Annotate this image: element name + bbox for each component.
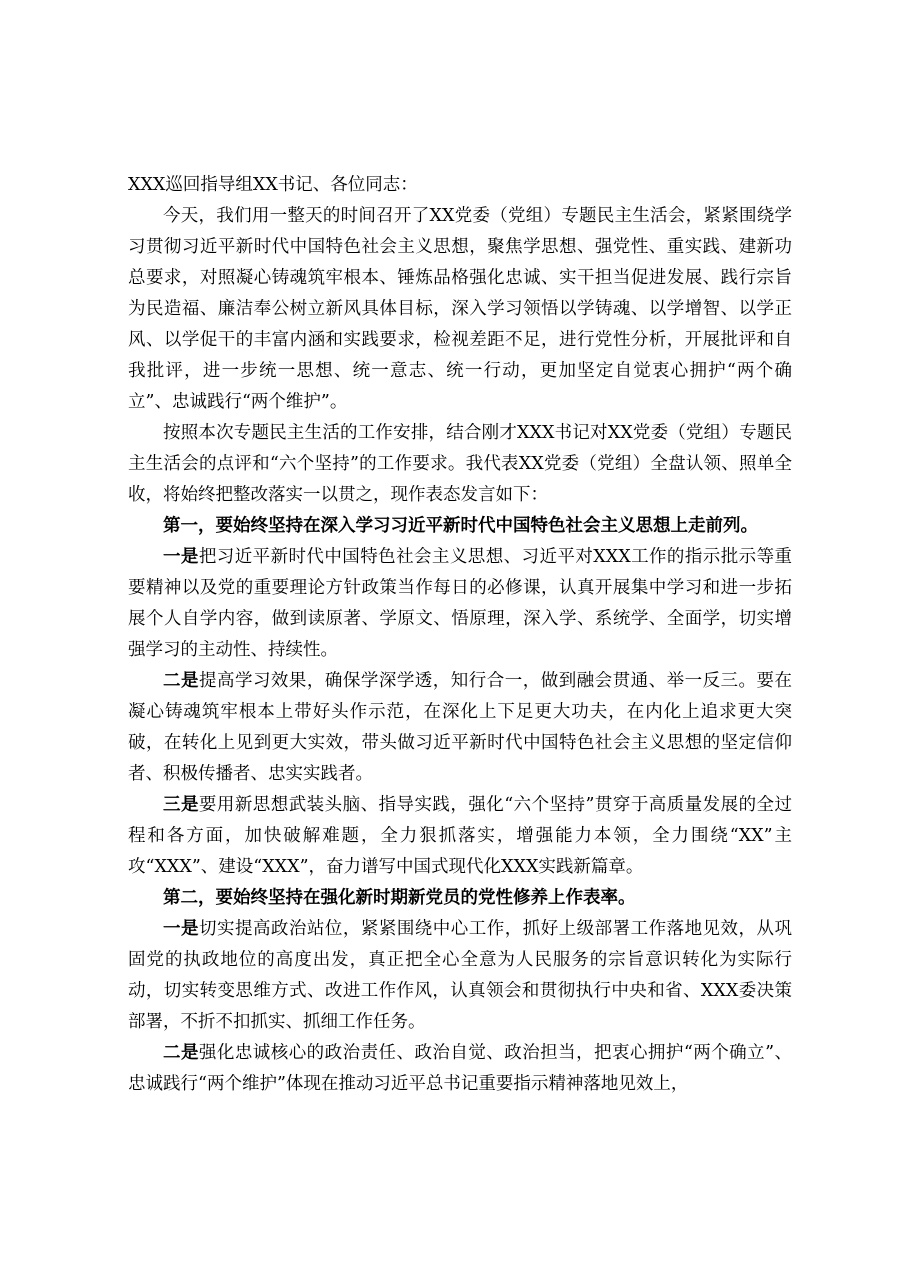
item-lead: 三是 xyxy=(163,795,199,815)
intro-paragraph-2: 按照本次专题民主生活的工作安排，结合刚才XXX书记对XX党委（党组）专题民主生活会的点评和“六个坚持”的工作要求。我代表XX党委（党组）全盘认领、照单全收，将始终把整改落实一以贯之，现作表态发言如下： xyxy=(128,423,792,505)
section-2-heading: 第二，要始终坚持在强化新时期新党员的党性修养上作表率。 xyxy=(163,888,636,908)
section-1-item-3 xyxy=(128,790,792,883)
document-page xyxy=(128,170,792,1100)
item-lead: 二是 xyxy=(163,1043,199,1063)
item-text: 提高学习效果，确保学深学透，知行合一，做到融会贯通、举一反三。要在凝心铸魂筑牢根本上带好头作示范，在深化上下足更大功夫，在内化上追求更大突破，在转化上见到更大实效，带头做习近平新时代中国特色社会主义思想的坚定信仰者、积极传播者、忠实实践者。 xyxy=(128,671,793,784)
section-1-item-1 xyxy=(128,542,792,666)
item-text: 强化忠诚核心的政治责任、政治自觉、政治担当，把衷心拥护“两个确立”、忠诚践行“两个维护”体现在推动习近平总书记重要指示精神落地见效上， xyxy=(128,1043,793,1094)
intro-paragraph-1: 今天，我们用一整天的时间召开了XX党委（党组）专题民主生活会，紧紧围绕学习贯彻习近平新时代中国特色社会主义思想，聚焦学思想、强党性、重实践、建新功总要求，对照凝心铸魂筑牢根本、锤炼品格强化忠诚、实干担当促进发展、践行宗旨为民造福、廉洁奉公树立新风具体目标，深入学习领悟以学铸魂、以学增智、以学正风、以学促干的丰富内涵和实践要求，检视差距不足，进行党性分析，开展批评和自我批评，进一步统一思想、统一意志、统一行动，更加坚定自觉衷心拥护“两个确立”、忠诚践行“两个维护”。 xyxy=(128,206,792,412)
section-1-item-2 xyxy=(128,666,792,790)
item-text: 切实提高政治站位，紧紧围绕中心工作，抓好上级部署工作落地见效，从巩固党的执政地位的高度出发，真正把全心全意为人民服务的宗旨意识转化为实际行动，切实转变思维方式、改进工作作风，认真领会和贯彻执行中央和省、XXX委决策部署，不折不扣抓实、抓细工作任务。 xyxy=(128,919,793,1032)
item-lead: 一是 xyxy=(163,547,199,567)
item-text: 要用新思想武装头脑、指导实践，强化“六个坚持”贯穿于高质量发展的全过程和各方面，加快破解难题，全力狠抓落实，增强能力本领，全力围绕“XX”主攻“XXX”、建设“XXX”，奋力谱写中国式现代化XXX实践新篇章。 xyxy=(128,795,793,877)
section-2-item-1 xyxy=(128,914,792,1038)
item-text: 把习近平新时代中国特色社会主义思想、习近平对XXX工作的指示批示等重要精神以及党的重要理论方针政策当作每日的必修课，认真开展集中学习和进一步拓展个人自学内容，做到读原著、学原文、悟原理，深入学、系统学、全面学，切实增强学习的主动性、持续性。 xyxy=(128,547,793,660)
section-2-item-2 xyxy=(128,1038,792,1100)
item-lead: 二是 xyxy=(163,671,199,691)
salutation: XXX巡回指导组XX书记、各位同志： xyxy=(128,175,418,195)
item-lead: 一是 xyxy=(163,919,199,939)
section-1-heading: 第一，要始终坚持在深入学习习近平新时代中国特色社会主义思想上走前列。 xyxy=(163,516,758,536)
